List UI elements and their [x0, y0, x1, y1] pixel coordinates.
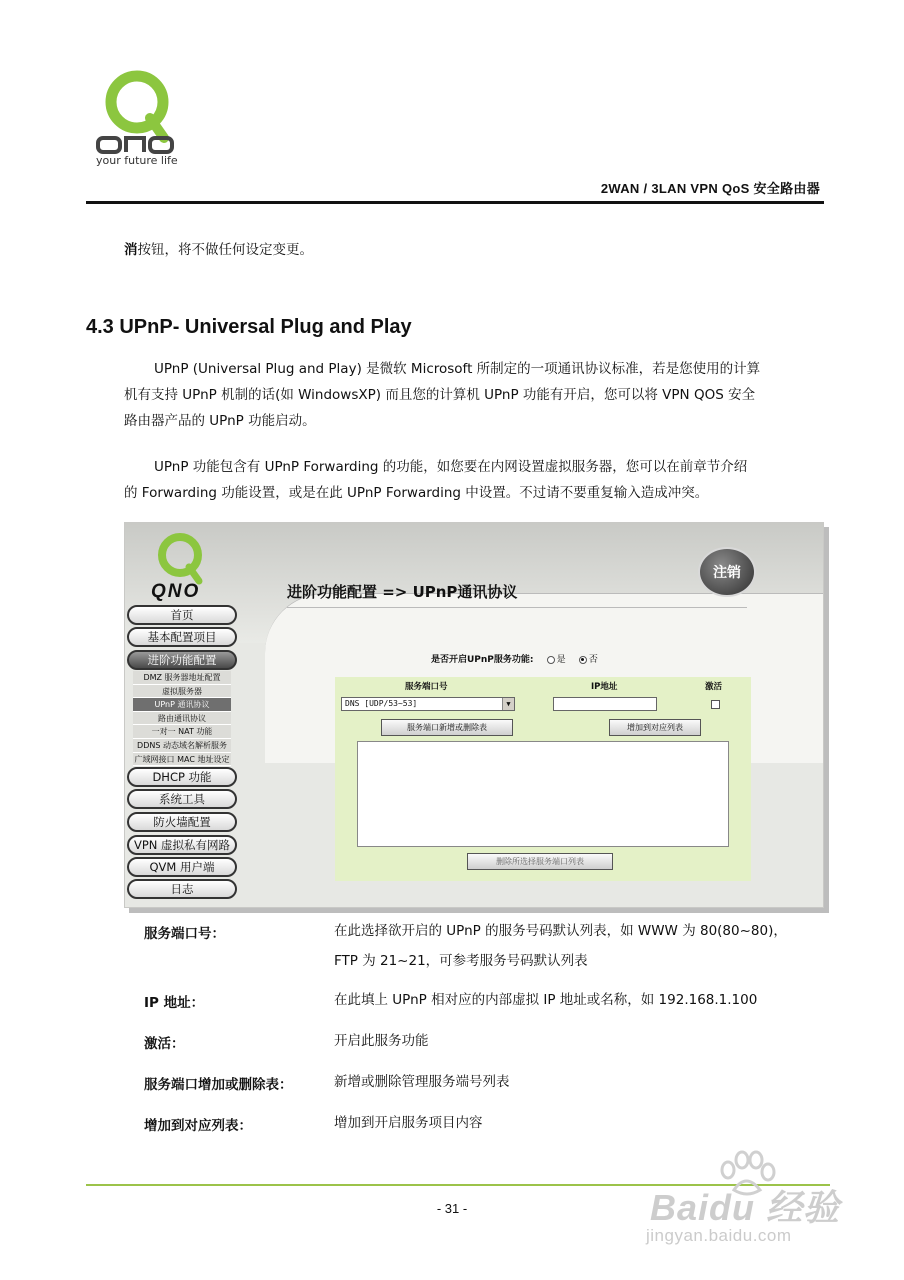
submenu-ddns[interactable]: DDNS 动态域名解析服务: [133, 739, 231, 753]
def-desc-line: FTP 为 21~21，可参考服务号码默认列表: [334, 953, 588, 969]
radio-yes[interactable]: [547, 656, 555, 664]
advanced-submenu: [133, 671, 231, 766]
enable-checkbox[interactable]: [711, 700, 720, 709]
paragraph-line: UPnP 功能包含有 UPnP Forwarding 的功能，如您要在内网设置虚拟服务器，您可以在前章节介绍: [154, 459, 748, 475]
router-ui-screenshot: [124, 522, 824, 908]
def-term-add-delete: 服务端口增加或删除表：: [144, 1077, 293, 1093]
col-enable: 激活: [705, 682, 723, 692]
radio-no[interactable]: [579, 656, 587, 664]
radio-yes-label: 是: [556, 655, 566, 665]
chevron-down-icon: ▼: [502, 698, 514, 710]
nav-dhcp[interactable]: DHCP 功能: [127, 767, 237, 787]
page-number: - 31 -: [436, 1201, 468, 1216]
nav-vpn[interactable]: VPN 虚拟私有网路: [127, 835, 237, 855]
baidu-watermark: [640, 1150, 860, 1250]
service-port-select[interactable]: [341, 697, 515, 711]
paragraph-line: 路由器产品的 UPnP 功能启动。: [124, 413, 316, 429]
paragraph-2: [124, 454, 818, 506]
def-term-service-port: 服务端口号：: [144, 926, 225, 942]
add-delete-service-button[interactable]: 服务端口新增或删除表: [381, 719, 513, 736]
logout-button[interactable]: 注销: [698, 547, 756, 597]
ip-address-input[interactable]: [553, 697, 657, 711]
nav-qvm[interactable]: QVM 用户端: [127, 857, 237, 877]
add-to-list-button[interactable]: 增加到对应列表: [609, 719, 701, 736]
heading-rule: [287, 607, 747, 608]
def-desc-add-delete: 新增或删除管理服务端号列表: [334, 1074, 510, 1090]
submenu-upnp[interactable]: UPnP 通讯协议: [133, 698, 231, 712]
def-term-add-list: 增加到对应列表：: [144, 1118, 252, 1134]
radio-no-label: 否: [588, 655, 598, 665]
submenu-dmz[interactable]: DMZ 服务器地址配置: [133, 671, 231, 685]
screenshot-heading: 进阶功能配置 => UPnP通讯协议: [287, 583, 518, 601]
logo-tagline: your future life: [96, 154, 178, 167]
watermark-url: jingyan.baidu.com: [646, 1226, 792, 1245]
paragraph-line: 机有支持 UPnP 机制的话(如 WindowsXP) 而且您的计算机 UPnP 功能有开启，您可以将 VPN QOS 安全: [124, 387, 756, 403]
nav-firewall[interactable]: 防火墙配置: [127, 812, 237, 832]
delete-selected-button[interactable]: 删除所选择服务端口列表: [467, 853, 613, 870]
upnp-enable-row: [431, 652, 598, 665]
paragraph-1: [124, 356, 818, 434]
def-desc-enable: 开启此服务功能: [334, 1033, 429, 1049]
header-title: 2WAN / 3LAN VPN QoS 安全路由器: [600, 181, 820, 196]
small-logo-tail: [189, 567, 199, 581]
paragraph-line: 的 Forwarding 功能设置，或是在此 UPnP Forwarding 中设置。不过请不要重复输入造成冲突。: [124, 485, 709, 501]
submenu-one-to-one-nat[interactable]: 一对一 NAT 功能: [133, 725, 231, 739]
def-term-ip: IP 地址：: [144, 995, 205, 1011]
def-desc-add-list: 增加到开启服务项目内容: [334, 1115, 483, 1131]
def-term-enable: 激活：: [144, 1036, 185, 1052]
intro-text: [124, 238, 313, 258]
header-rule: [86, 201, 824, 204]
submenu-wan-mac[interactable]: 广域网接口 MAC 地址设定: [133, 753, 231, 767]
nav-advanced-config[interactable]: 进阶功能配置: [127, 650, 237, 670]
paragraph-line: UPnP (Universal Plug and Play) 是微软 Microsoft 所制定的一项通讯协议标准，若是您使用的计算: [154, 361, 761, 377]
service-port-value: DNS [UDP/53~53]: [345, 699, 418, 708]
intro-bold: 消: [124, 242, 138, 258]
submenu-virtual-server[interactable]: 虚拟服务器: [133, 685, 231, 699]
nav-home[interactable]: 首页: [127, 605, 237, 625]
def-desc-line: 在此选择欲开启的 UPnP 的服务号码默认列表，如 WWW 为 80(80~80)，: [334, 923, 787, 939]
screenshot-brand: QNO: [151, 581, 201, 602]
nav-basic-config[interactable]: 基本配置项目: [127, 627, 237, 647]
watermark-text: Baidu 经验: [650, 1187, 841, 1228]
nav-log[interactable]: 日志: [127, 879, 237, 899]
def-desc-service-port: [334, 916, 787, 976]
submenu-routing[interactable]: 路由通讯协议: [133, 712, 231, 726]
upnp-enable-label: 是否开启UPnP服务功能:: [431, 655, 534, 665]
service-list-box[interactable]: [357, 741, 729, 847]
def-desc-ip: 在此填上 UPnP 相对应的内部虚拟 IP 地址或名称，如 192.168.1.100: [334, 992, 758, 1008]
nav-system-tools[interactable]: 系统工具: [127, 789, 237, 809]
intro-rest: 按钮，将不做任何设定变更。: [137, 242, 313, 258]
section-title: 4.3 UPnP- Universal Plug and Play: [86, 316, 412, 338]
col-ip-address: IP地址: [591, 682, 618, 692]
col-service-port: 服务端口号: [405, 682, 448, 692]
